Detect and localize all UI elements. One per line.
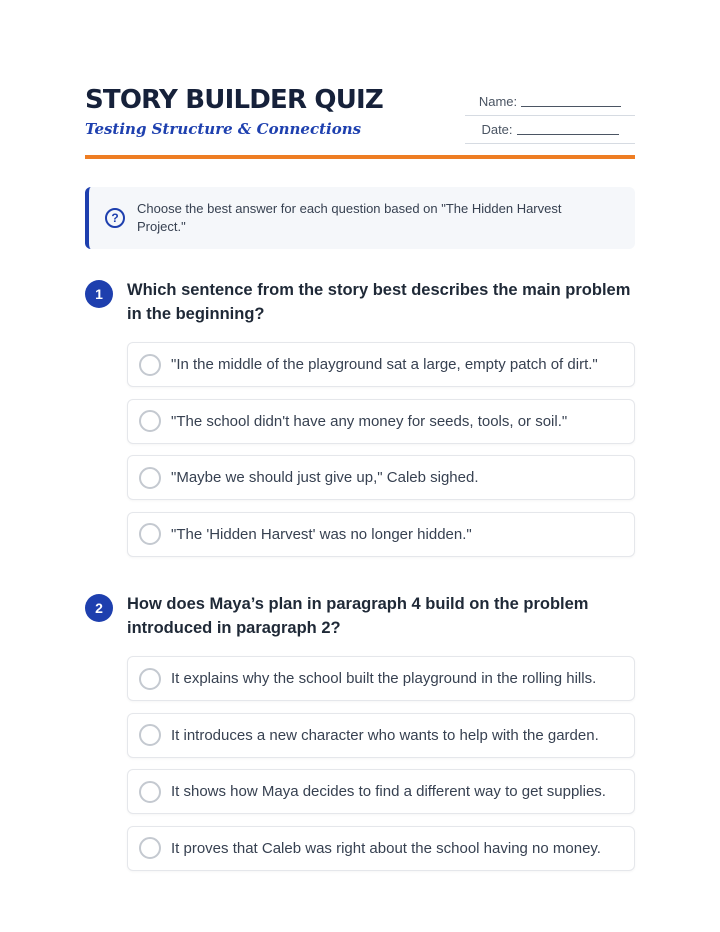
student-fields: [465, 88, 635, 144]
question-number-badge: 1: [85, 280, 113, 308]
option-text: It shows how Maya decides to find a different way to get supplies.: [171, 783, 606, 800]
question-text: Which sentence from the story best describes the main problem in the beginning?: [127, 281, 631, 323]
answer-option-2c[interactable]: [127, 769, 635, 814]
instructions-box: [85, 187, 635, 249]
quiz-header: [85, 84, 635, 156]
option-text: "Maybe we should just give up," Caleb sighed.: [171, 469, 479, 486]
answer-option-1a[interactable]: [127, 342, 635, 387]
radio-button[interactable]: [139, 781, 161, 803]
name-field[interactable]: [465, 88, 635, 116]
answer-options: [127, 656, 635, 882]
question-circle-icon: ?: [105, 208, 125, 228]
radio-button[interactable]: [139, 523, 161, 545]
instructions-text: Choose the best answer for each question based on "The Hidden Harvest Project.": [137, 201, 562, 234]
radio-button[interactable]: [139, 724, 161, 746]
option-text: "The 'Hidden Harvest' was no longer hidden.": [171, 525, 472, 543]
question-text: How does Maya’s plan in paragraph 4 build on the problem introduced in paragraph 2?: [127, 595, 589, 637]
answer-option-2b[interactable]: [127, 713, 635, 758]
radio-button[interactable]: [139, 410, 161, 432]
option-text: It introduces a new character who wants to help with the garden.: [171, 726, 599, 744]
quiz-subtitle: Testing Structure & Connections: [85, 120, 362, 138]
answer-option-1b[interactable]: [127, 399, 635, 444]
answer-options: [127, 342, 635, 568]
date-field[interactable]: [465, 116, 635, 144]
radio-button[interactable]: [139, 837, 161, 859]
option-text: It explains why the school built the playground in the rolling hills.: [171, 670, 597, 687]
answer-option-2a[interactable]: [127, 656, 635, 701]
question-number-badge: 2: [85, 594, 113, 622]
name-label: Name:: [478, 94, 518, 109]
answer-option-1c[interactable]: [127, 455, 635, 500]
option-text: It proves that Caleb was right about the school having no money.: [171, 839, 601, 857]
option-text: "In the middle of the playground sat a large, empty patch of dirt.": [171, 356, 598, 373]
radio-button[interactable]: [139, 354, 161, 376]
quiz-title: STORY BUILDER QUIZ: [85, 85, 383, 115]
header-divider: [85, 155, 635, 159]
answer-option-2d[interactable]: [127, 826, 635, 871]
radio-button[interactable]: [139, 668, 161, 690]
date-label: Date:: [481, 122, 513, 137]
option-text: "The school didn't have any money for seeds, tools, or soil.": [171, 412, 568, 430]
radio-button[interactable]: [139, 467, 161, 489]
name-blank-line[interactable]: [521, 97, 621, 107]
answer-option-1d[interactable]: [127, 512, 635, 557]
date-blank-line[interactable]: [517, 125, 619, 135]
